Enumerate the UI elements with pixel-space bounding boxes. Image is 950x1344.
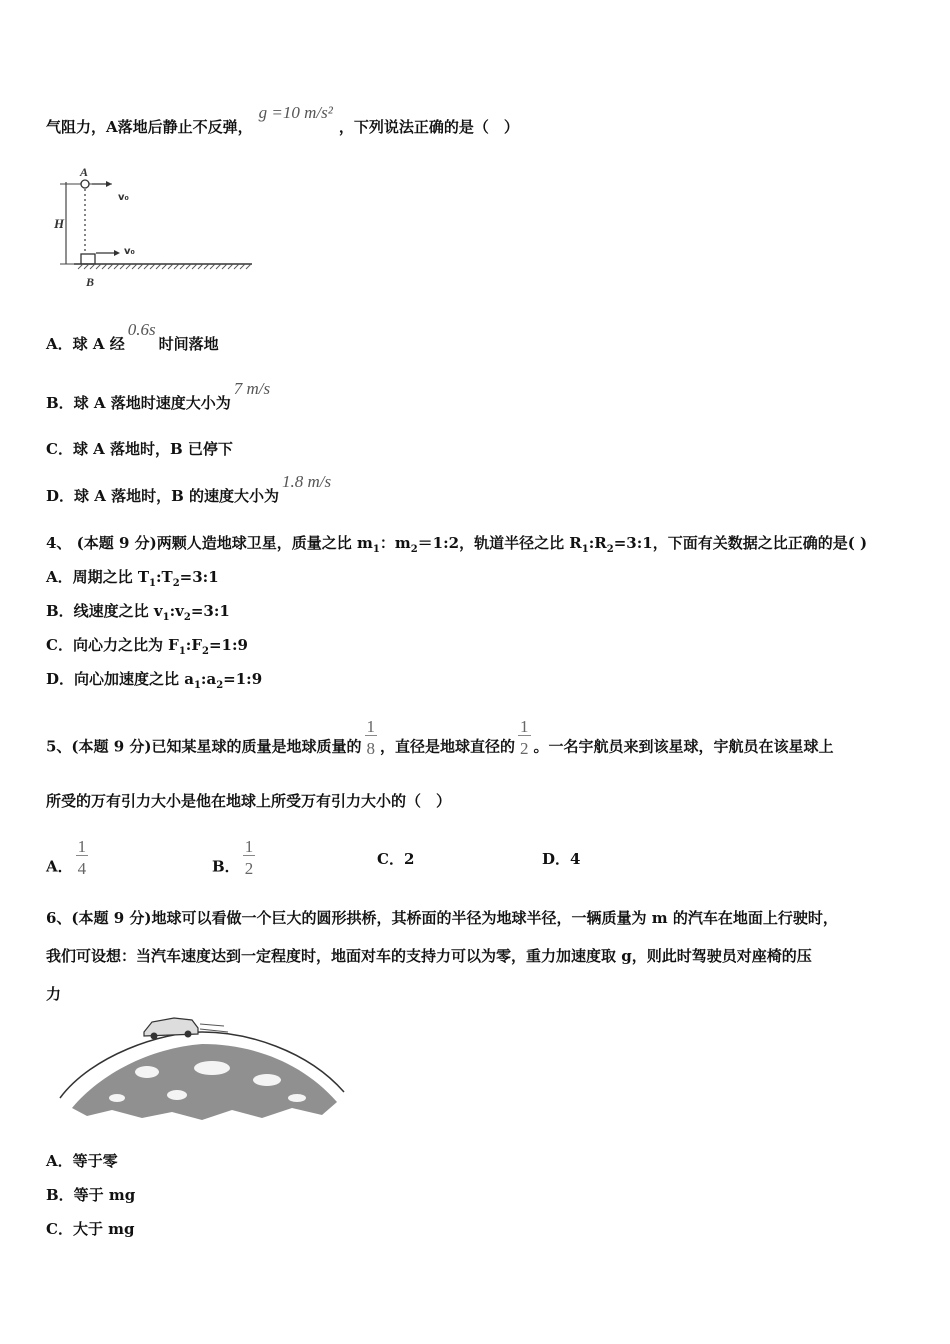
label-v0-bottom: v₀ [124,246,135,257]
q4-stem [46,532,867,555]
q3-option-b [46,379,273,413]
q5-option-b-den: 2 [244,859,254,878]
q5-option-d: D．4 [542,850,581,868]
q4-sub-m2: 2 [410,544,418,555]
q6-stem-line2: 我们可设想：当汽车速度达到一定程度时，地面对车的支持力可以为零，重力加速度取 g，则此时驾驶员对座椅的压 [46,947,812,965]
q3-option-c-text: C．球 A 落地时，B 已停下 [46,440,233,458]
q4-option-d [46,668,262,691]
label-v0-top: v₀ [118,192,129,203]
q4-stem-c: ＝1:2，轨道半径之比 R [417,534,582,552]
q4-option-a-sub2: 2 [172,578,180,589]
q3-option-d [46,472,334,506]
q4-stem-a: 4、 (本题 9 分)两颗人造地球卫星，质量之比 m [46,534,373,552]
q4-option-c-p3: =1:9 [208,636,248,654]
q5-option-a [46,837,91,887]
q4-option-d-p2: :a [200,670,217,688]
q5-stem-line2: 所受的万有引力大小是他在地球上所受万有引力大小的（ ） [46,792,452,810]
ball-a [81,180,89,188]
velocity-arrow-top [92,181,112,187]
q4-option-d-p1: D．向心加速度之比 a [46,670,194,688]
q3-option-c [46,438,233,459]
q4-option-d-p3: =1:9 [223,670,263,688]
q4-option-b-p2: :v [169,602,184,620]
q5-frac1-num: 1 [366,717,376,736]
q4-option-c-sub1: 1 [178,646,186,657]
q4-option-b-p3: =3:1 [190,602,230,620]
q5-frac2-den: 2 [520,739,529,758]
q6-earth-bridge-figure [52,1010,352,1125]
q4-option-b-sub1: 1 [162,612,170,623]
q6-stem-line1: 6、(本题 9 分)地球可以看做一个巨大的圆形拱桥，其桥面的半径为地球半径，一辆质量为 m 的汽车在地面上行驶时， [46,909,838,927]
q4-sub-r1: 1 [581,544,589,555]
q4-option-d-sub1: 1 [193,680,201,691]
q4-option-b-p1: B．线速度之比 v [46,602,163,620]
q5-option-a-den: 4 [77,859,87,878]
q4-stem-d: :R [588,534,607,552]
ground-hatch [78,264,251,269]
motion-lines [200,1024,228,1032]
car-icon [144,1018,198,1040]
q4-sub-r2: 2 [606,544,614,555]
q5-stem [46,717,834,767]
q5-option-a-fraction [76,838,89,877]
q5-frac2-num: 1 [520,717,529,736]
q4-option-a-p1: A．周期之比 T [46,568,150,586]
q4-option-a-p2: :T [156,568,173,586]
q3-option-b-prefix: B．球 A 落地时速度大小为 [46,394,231,412]
q6-option-a: A．等于零 [46,1152,118,1170]
q5-frac1-den: 8 [366,739,376,758]
label-a: A [80,165,89,179]
q6-option-c: C．大于 mg [46,1220,135,1238]
q5-stem-c: 。一名宇航员来到该星球，宇航员在该星球上 [533,737,834,756]
q4-option-b-sub2: 2 [183,612,191,623]
q4-option-c-sub2: 2 [201,646,209,657]
q4-option-b [46,600,230,623]
q4-option-a [46,566,219,589]
q3-intro-suffix: ，下列说法正确的是（ ） [338,118,519,136]
q3-option-a-suffix: 时间落地 [158,335,219,353]
q5-stem-a: 5、(本题 9 分)已知某星球的质量是地球质量的 [46,737,362,756]
q5-stem-b: ，直径是地球直径的 [380,737,516,756]
q3-option-a-math: 0.6s [127,320,156,339]
q5-option-a-label: A． [46,857,73,876]
q6-stem-line3: 力 [46,985,62,1003]
q5-option-c: C．2 [377,850,415,868]
q4-option-c-p2: :F [185,636,202,654]
q5-fraction-diameter [518,718,531,757]
q5-option-a-num: 1 [77,837,87,856]
q4-sub-m1: 1 [372,544,380,555]
q4-stem-b: ：m [379,534,411,552]
q4-option-d-sub2: 2 [216,680,224,691]
q3-intro [46,103,519,137]
q3-projectile-figure [52,162,262,292]
q5-option-b [212,837,258,887]
q4-option-c [46,634,248,657]
q4-stem-e: =3:1，下面有关数据之比正确的是( ) [613,534,868,552]
q3-intro-prefix: 气阻力，A落地后静止不反弹， [46,118,253,136]
q6-option-b: B．等于 mg [46,1186,136,1204]
q4-option-a-sub1: 1 [149,578,156,589]
q4-option-c-p1: C．向心力之比为 F [46,636,179,654]
label-h: H [54,216,65,231]
q5-fraction-mass [365,718,378,757]
q3-option-a [46,320,219,354]
q5-option-b-num: 1 [244,837,254,856]
q3-option-b-math: 7 m/s [233,379,271,398]
velocity-arrow-bottom [96,250,120,256]
q5-option-b-fraction [243,838,256,877]
q3-option-a-prefix: A．球 A 经 [46,335,125,353]
q3-option-d-math: 1.8 m/s [282,472,332,491]
block-b [81,254,95,264]
q3-option-d-prefix: D．球 A 落地时，B 的速度大小为 [46,487,279,505]
label-b: B [86,275,95,289]
q3-g-formula: g =10 m/s² [258,103,333,122]
q5-option-b-label: B． [212,857,240,876]
q4-option-a-p3: =3:1 [179,568,219,586]
